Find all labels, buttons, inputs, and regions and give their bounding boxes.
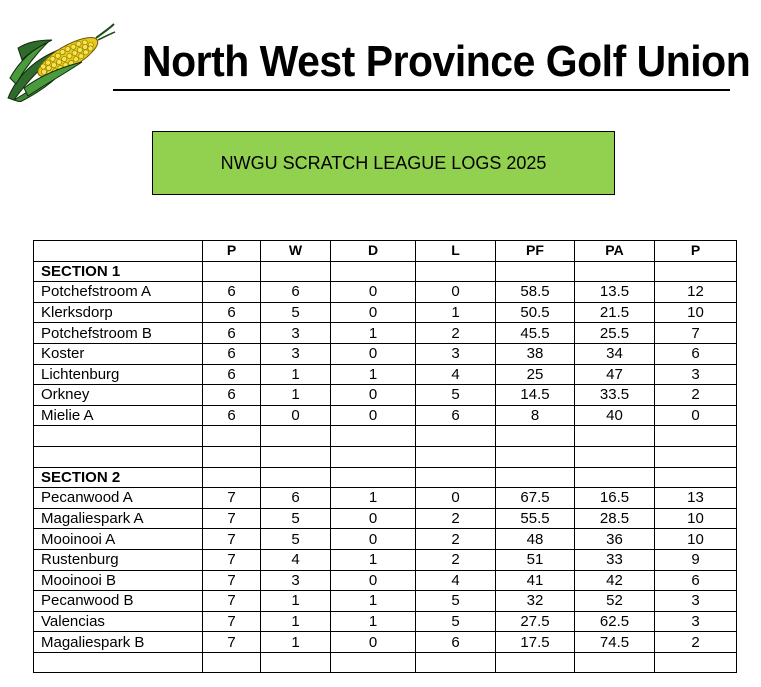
stat-cell: 0 bbox=[331, 282, 416, 303]
stat-cell: 0 bbox=[331, 508, 416, 529]
stat-cell: 58.5 bbox=[496, 282, 575, 303]
empty-cell bbox=[496, 426, 575, 447]
stat-cell: 7 bbox=[203, 570, 261, 591]
empty-cell bbox=[575, 467, 655, 488]
stat-cell: 1 bbox=[331, 611, 416, 632]
header-points-for: PF bbox=[496, 241, 575, 262]
team-name-cell: Potchefstroom A bbox=[34, 282, 203, 303]
empty-cell bbox=[655, 467, 737, 488]
header-lost: L bbox=[416, 241, 496, 262]
empty-cell bbox=[331, 467, 416, 488]
empty-cell bbox=[575, 446, 655, 467]
section-header-row bbox=[34, 467, 737, 488]
table-row bbox=[34, 570, 737, 591]
stat-cell: 10 bbox=[655, 508, 737, 529]
stat-cell: 6 bbox=[261, 488, 331, 509]
empty-cell bbox=[655, 446, 737, 467]
stat-cell: 6 bbox=[416, 632, 496, 653]
empty-cell bbox=[575, 261, 655, 282]
header-won: W bbox=[261, 241, 331, 262]
stat-cell: 3 bbox=[655, 591, 737, 612]
empty-cell bbox=[331, 446, 416, 467]
stat-cell: 52 bbox=[575, 591, 655, 612]
empty-cell bbox=[203, 467, 261, 488]
stat-cell: 67.5 bbox=[496, 488, 575, 509]
empty-cell bbox=[496, 467, 575, 488]
stat-cell: 0 bbox=[655, 405, 737, 426]
empty-cell bbox=[34, 652, 203, 673]
stat-cell: 48 bbox=[496, 529, 575, 550]
stat-cell: 12 bbox=[655, 282, 737, 303]
stat-cell: 40 bbox=[575, 405, 655, 426]
stat-cell: 7 bbox=[203, 591, 261, 612]
spacer-row bbox=[34, 426, 737, 447]
empty-cell bbox=[416, 652, 496, 673]
stat-cell: 47 bbox=[575, 364, 655, 385]
stat-cell: 2 bbox=[416, 508, 496, 529]
table-row bbox=[34, 282, 737, 303]
team-name-cell: Klerksdorp bbox=[34, 302, 203, 323]
empty-cell bbox=[261, 261, 331, 282]
team-name-cell: Mielie A bbox=[34, 405, 203, 426]
stat-cell: 2 bbox=[655, 385, 737, 406]
stat-cell: 17.5 bbox=[496, 632, 575, 653]
team-name-cell: Potchefstroom B bbox=[34, 323, 203, 344]
stat-cell: 0 bbox=[416, 488, 496, 509]
header-points: P bbox=[655, 241, 737, 262]
empty-cell bbox=[331, 652, 416, 673]
stat-cell: 1 bbox=[416, 302, 496, 323]
table-row bbox=[34, 302, 737, 323]
empty-cell bbox=[203, 446, 261, 467]
stat-cell: 0 bbox=[331, 529, 416, 550]
stat-cell: 36 bbox=[575, 529, 655, 550]
stat-cell: 21.5 bbox=[575, 302, 655, 323]
header-drawn: D bbox=[331, 241, 416, 262]
stat-cell: 45.5 bbox=[496, 323, 575, 344]
stat-cell: 0 bbox=[331, 302, 416, 323]
section-title: SECTION 1 bbox=[34, 261, 203, 282]
stat-cell: 1 bbox=[261, 611, 331, 632]
stat-cell: 7 bbox=[203, 632, 261, 653]
stat-cell: 38 bbox=[496, 343, 575, 364]
table-row bbox=[34, 364, 737, 385]
stat-cell: 16.5 bbox=[575, 488, 655, 509]
stat-cell: 1 bbox=[331, 364, 416, 385]
stat-cell: 34 bbox=[575, 343, 655, 364]
empty-cell bbox=[496, 446, 575, 467]
header-played: P bbox=[203, 241, 261, 262]
stat-cell: 32 bbox=[496, 591, 575, 612]
stat-cell: 27.5 bbox=[496, 611, 575, 632]
stat-cell: 55.5 bbox=[496, 508, 575, 529]
stat-cell: 4 bbox=[261, 549, 331, 570]
stat-cell: 42 bbox=[575, 570, 655, 591]
team-name-cell: Pecanwood A bbox=[34, 488, 203, 509]
corn-cob-logo-icon bbox=[4, 18, 116, 102]
stat-cell: 0 bbox=[331, 405, 416, 426]
stat-cell: 6 bbox=[261, 282, 331, 303]
stat-cell: 5 bbox=[261, 302, 331, 323]
stat-cell: 6 bbox=[203, 405, 261, 426]
empty-cell bbox=[655, 261, 737, 282]
stat-cell: 1 bbox=[261, 632, 331, 653]
empty-cell bbox=[496, 261, 575, 282]
table-row bbox=[34, 385, 737, 406]
stat-cell: 7 bbox=[203, 529, 261, 550]
team-name-cell: Lichtenburg bbox=[34, 364, 203, 385]
empty-cell bbox=[34, 446, 203, 467]
header-team bbox=[34, 241, 203, 262]
team-name-cell: Orkney bbox=[34, 385, 203, 406]
stat-cell: 5 bbox=[416, 385, 496, 406]
league-log-table bbox=[33, 240, 737, 673]
stat-cell: 6 bbox=[203, 364, 261, 385]
empty-cell bbox=[575, 426, 655, 447]
team-name-cell: Magaliespark A bbox=[34, 508, 203, 529]
stat-cell: 0 bbox=[331, 570, 416, 591]
table-row bbox=[34, 632, 737, 653]
empty-cell bbox=[261, 426, 331, 447]
table-row bbox=[34, 405, 737, 426]
empty-cell bbox=[261, 446, 331, 467]
stat-cell: 13.5 bbox=[575, 282, 655, 303]
empty-cell bbox=[331, 261, 416, 282]
stat-cell: 4 bbox=[416, 570, 496, 591]
stat-cell: 5 bbox=[261, 508, 331, 529]
stat-cell: 0 bbox=[331, 632, 416, 653]
team-name-cell: Koster bbox=[34, 343, 203, 364]
team-name-cell: Rustenburg bbox=[34, 549, 203, 570]
stat-cell: 3 bbox=[416, 343, 496, 364]
section-header-row bbox=[34, 261, 737, 282]
stat-cell: 6 bbox=[203, 343, 261, 364]
stat-cell: 1 bbox=[331, 549, 416, 570]
team-name-cell: Valencias bbox=[34, 611, 203, 632]
stat-cell: 1 bbox=[331, 488, 416, 509]
stat-cell: 33 bbox=[575, 549, 655, 570]
empty-cell bbox=[203, 652, 261, 673]
page-title: North West Province Golf Union bbox=[142, 37, 751, 86]
stat-cell: 0 bbox=[416, 282, 496, 303]
table-body bbox=[34, 261, 737, 673]
empty-cell bbox=[416, 261, 496, 282]
stat-cell: 7 bbox=[203, 549, 261, 570]
team-name-cell: Mooinooi A bbox=[34, 529, 203, 550]
stat-cell: 1 bbox=[261, 385, 331, 406]
stat-cell: 33.5 bbox=[575, 385, 655, 406]
stat-cell: 6 bbox=[203, 282, 261, 303]
team-name-cell: Pecanwood B bbox=[34, 591, 203, 612]
stat-cell: 50.5 bbox=[496, 302, 575, 323]
empty-cell bbox=[261, 467, 331, 488]
stat-cell: 0 bbox=[331, 385, 416, 406]
stat-cell: 2 bbox=[416, 549, 496, 570]
title-underline bbox=[113, 89, 730, 91]
stat-cell: 7 bbox=[203, 611, 261, 632]
stat-cell: 9 bbox=[655, 549, 737, 570]
stat-cell: 3 bbox=[261, 343, 331, 364]
stat-cell: 2 bbox=[416, 323, 496, 344]
stat-cell: 1 bbox=[331, 323, 416, 344]
stat-cell: 6 bbox=[203, 385, 261, 406]
spacer-row bbox=[34, 446, 737, 467]
stat-cell: 25.5 bbox=[575, 323, 655, 344]
empty-cell bbox=[203, 261, 261, 282]
stat-cell: 41 bbox=[496, 570, 575, 591]
spacer-row bbox=[34, 652, 737, 673]
stat-cell: 10 bbox=[655, 302, 737, 323]
stat-cell: 5 bbox=[416, 591, 496, 612]
stat-cell: 7 bbox=[203, 508, 261, 529]
stat-cell: 1 bbox=[331, 591, 416, 612]
empty-cell bbox=[331, 426, 416, 447]
empty-cell bbox=[416, 467, 496, 488]
table-row bbox=[34, 508, 737, 529]
stat-cell: 74.5 bbox=[575, 632, 655, 653]
stat-cell: 7 bbox=[203, 488, 261, 509]
stat-cell: 2 bbox=[416, 529, 496, 550]
stat-cell: 14.5 bbox=[496, 385, 575, 406]
stat-cell: 6 bbox=[655, 343, 737, 364]
stat-cell: 25 bbox=[496, 364, 575, 385]
table-row bbox=[34, 343, 737, 364]
stat-cell: 51 bbox=[496, 549, 575, 570]
stat-cell: 3 bbox=[261, 323, 331, 344]
empty-cell bbox=[34, 426, 203, 447]
stat-cell: 13 bbox=[655, 488, 737, 509]
table-row bbox=[34, 549, 737, 570]
stat-cell: 6 bbox=[416, 405, 496, 426]
empty-cell bbox=[416, 426, 496, 447]
stat-cell: 10 bbox=[655, 529, 737, 550]
stat-cell: 6 bbox=[203, 302, 261, 323]
stat-cell: 1 bbox=[261, 364, 331, 385]
table-row bbox=[34, 591, 737, 612]
stat-cell: 3 bbox=[655, 364, 737, 385]
stat-cell: 28.5 bbox=[575, 508, 655, 529]
team-name-cell: Mooinooi B bbox=[34, 570, 203, 591]
stat-cell: 8 bbox=[496, 405, 575, 426]
empty-cell bbox=[203, 426, 261, 447]
stat-cell: 4 bbox=[416, 364, 496, 385]
table-row bbox=[34, 529, 737, 550]
empty-cell bbox=[655, 426, 737, 447]
empty-cell bbox=[575, 652, 655, 673]
stat-cell: 6 bbox=[655, 570, 737, 591]
stat-cell: 1 bbox=[261, 591, 331, 612]
header-points-against: PA bbox=[575, 241, 655, 262]
empty-cell bbox=[496, 652, 575, 673]
stat-cell: 5 bbox=[261, 529, 331, 550]
empty-cell bbox=[416, 446, 496, 467]
stat-cell: 3 bbox=[655, 611, 737, 632]
stat-cell: 6 bbox=[203, 323, 261, 344]
table-header-row bbox=[34, 241, 737, 262]
team-name-cell: Magaliespark B bbox=[34, 632, 203, 653]
league-banner: NWGU SCRATCH LEAGUE LOGS 2025 bbox=[152, 131, 615, 195]
section-title: SECTION 2 bbox=[34, 467, 203, 488]
stat-cell: 3 bbox=[261, 570, 331, 591]
stat-cell: 0 bbox=[261, 405, 331, 426]
stat-cell: 0 bbox=[331, 343, 416, 364]
table-row bbox=[34, 488, 737, 509]
empty-cell bbox=[655, 652, 737, 673]
stat-cell: 2 bbox=[655, 632, 737, 653]
stat-cell: 5 bbox=[416, 611, 496, 632]
table-row bbox=[34, 323, 737, 344]
stat-cell: 62.5 bbox=[575, 611, 655, 632]
table-row bbox=[34, 611, 737, 632]
empty-cell bbox=[261, 652, 331, 673]
stat-cell: 7 bbox=[655, 323, 737, 344]
